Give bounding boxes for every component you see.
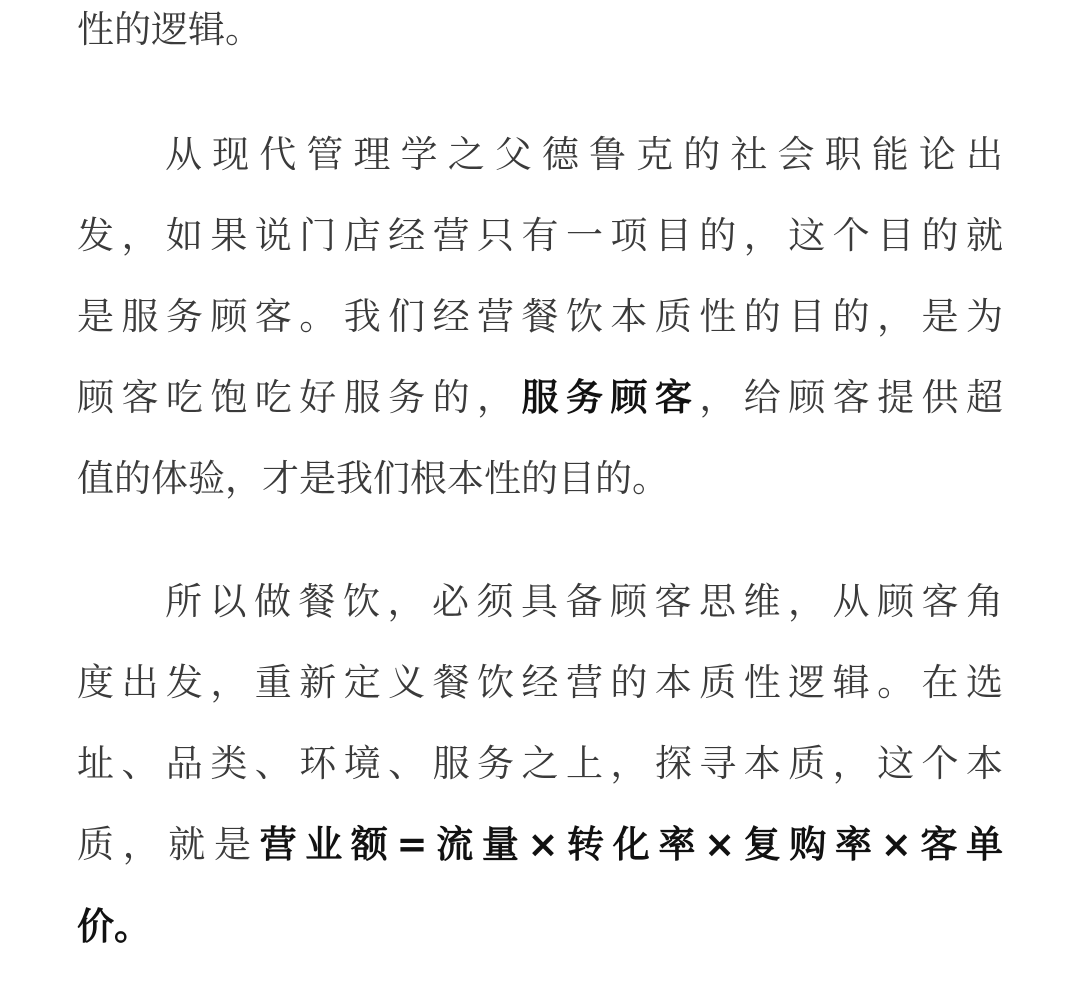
paragraph-line xyxy=(77,734,1003,794)
text-span: 度出发，重新定义餐饮经营的本质性逻辑。在选 xyxy=(77,661,1003,704)
text-span: 所以做餐饮，必须具备顾客思维，从顾客角 xyxy=(165,580,1003,623)
paragraph-line xyxy=(77,0,1003,60)
paragraph-line xyxy=(77,287,1003,347)
paragraph-line xyxy=(77,449,1003,509)
text-span: 发，如果说门店经营只有一项目的，这个目的就 xyxy=(77,214,1003,257)
paragraph-line xyxy=(77,368,1003,428)
text-span: 顾客吃饱吃好服务的， xyxy=(77,376,522,419)
bold-text-span: 服务顾客 xyxy=(521,376,700,419)
text-span: 性的逻辑。 xyxy=(77,8,262,51)
bold-text-span: 价。 xyxy=(77,905,151,948)
paragraph-line xyxy=(77,653,1003,713)
paragraph-line xyxy=(77,125,1003,185)
text-span: 从现代管理学之父德鲁克的社会职能论出 xyxy=(165,133,1003,176)
text-span: 是服务顾客。我们经营餐饮本质性的目的，是为 xyxy=(77,295,1003,338)
paragraph-line xyxy=(77,572,1003,632)
text-span: 值的体验，才是我们根本性的目的。 xyxy=(77,457,669,500)
paragraph-line xyxy=(77,206,1003,266)
paragraph-line xyxy=(77,897,1003,957)
bold-text-span: 营业额=流量×转化率×复购率×客单 xyxy=(259,823,1004,866)
text-span: 质，就是 xyxy=(77,823,260,866)
text-span: 址、品类、环境、服务之上，探寻本质，这个本 xyxy=(77,742,1003,785)
text-span: ，给顾客提供超 xyxy=(699,376,1004,419)
paragraph-line xyxy=(77,815,1003,875)
